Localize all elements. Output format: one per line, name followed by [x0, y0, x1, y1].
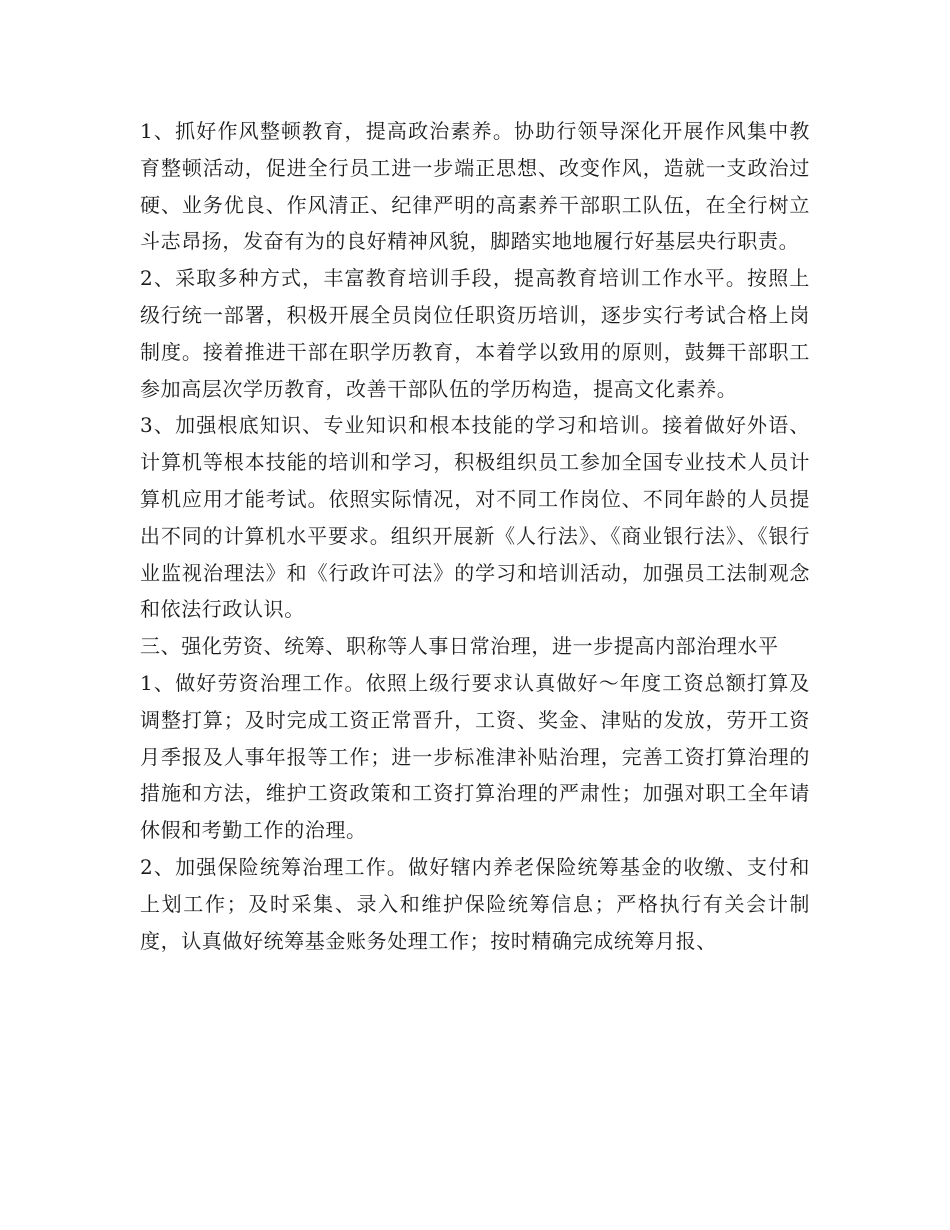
- document-body: [140, 113, 810, 959]
- paragraph-insurance-management: 2、加强保险统筹治理工作。做好辖内养老保险统筹基金的收缴、支付和上划工作；及时采集、录入和维护保险统筹信息；严格执行有关会计制度，认真做好统筹基金账务处理工作；按时精确完成统筹月报、: [140, 854, 810, 953]
- paragraph-payroll-management: 1、做好劳资治理工作。依照上级行要求认真做好～年度工资总额打算及调整打算；及时完成工资正常晋升，工资、奖金、津贴的发放，劳开工资月季报及人事年报等工作；进一步标准津补贴治理，完善工资打算治理的措施和方法，维护工资政策和工资打算治理的严肃性；加强对职工全年请休假和考勤工作的治理。: [140, 670, 810, 843]
- paragraph-training-methods: 2、采取多种方式，丰富教育培训手段，提高教育培训工作水平。按照上级行统一部署，积极开展全员岗位任职资历培训，逐步实行考试合格上岗制度。接着推进干部在职学历教育，本着学以致用的原则，鼓舞干部职工参加高层次学历教育，改善干部队伍的学历构造，提高文化素养。: [140, 266, 810, 401]
- paragraph-education-rectification: 1、抓好作风整顿教育，提高政治素养。协助行领导深化开展作风集中教育整顿活动，促进全行员工进一步端正思想、改变作风，造就一支政治过硬、业务优良、作风清正、纪律严明的高素养干部职工队伍，在全行树立斗志昂扬，发奋有为的良好精神风貌，脚踏实地地履行好基层央行职责。: [140, 119, 810, 254]
- section-heading-personnel-management: 三、强化劳资、统筹、职称等人事日常治理，进一步提高内部治理水平: [140, 634, 779, 659]
- paragraph-basic-skills: 3、加强根底知识、专业知识和根本技能的学习和培训。接着做好外语、计算机等根本技能的培训和学习，积极组织员工参加全国专业技术人员计算机应用才能考试。依照实际情况，对不同工作岗位、不同年龄的人员提出不同的计算机水平要求。组织开展新《人行法》、《商业银行法》、《银行业监视治理法》和《行政许可法》的学习和培训活动，加强员工法制观念和依法行政认识。: [140, 413, 810, 622]
